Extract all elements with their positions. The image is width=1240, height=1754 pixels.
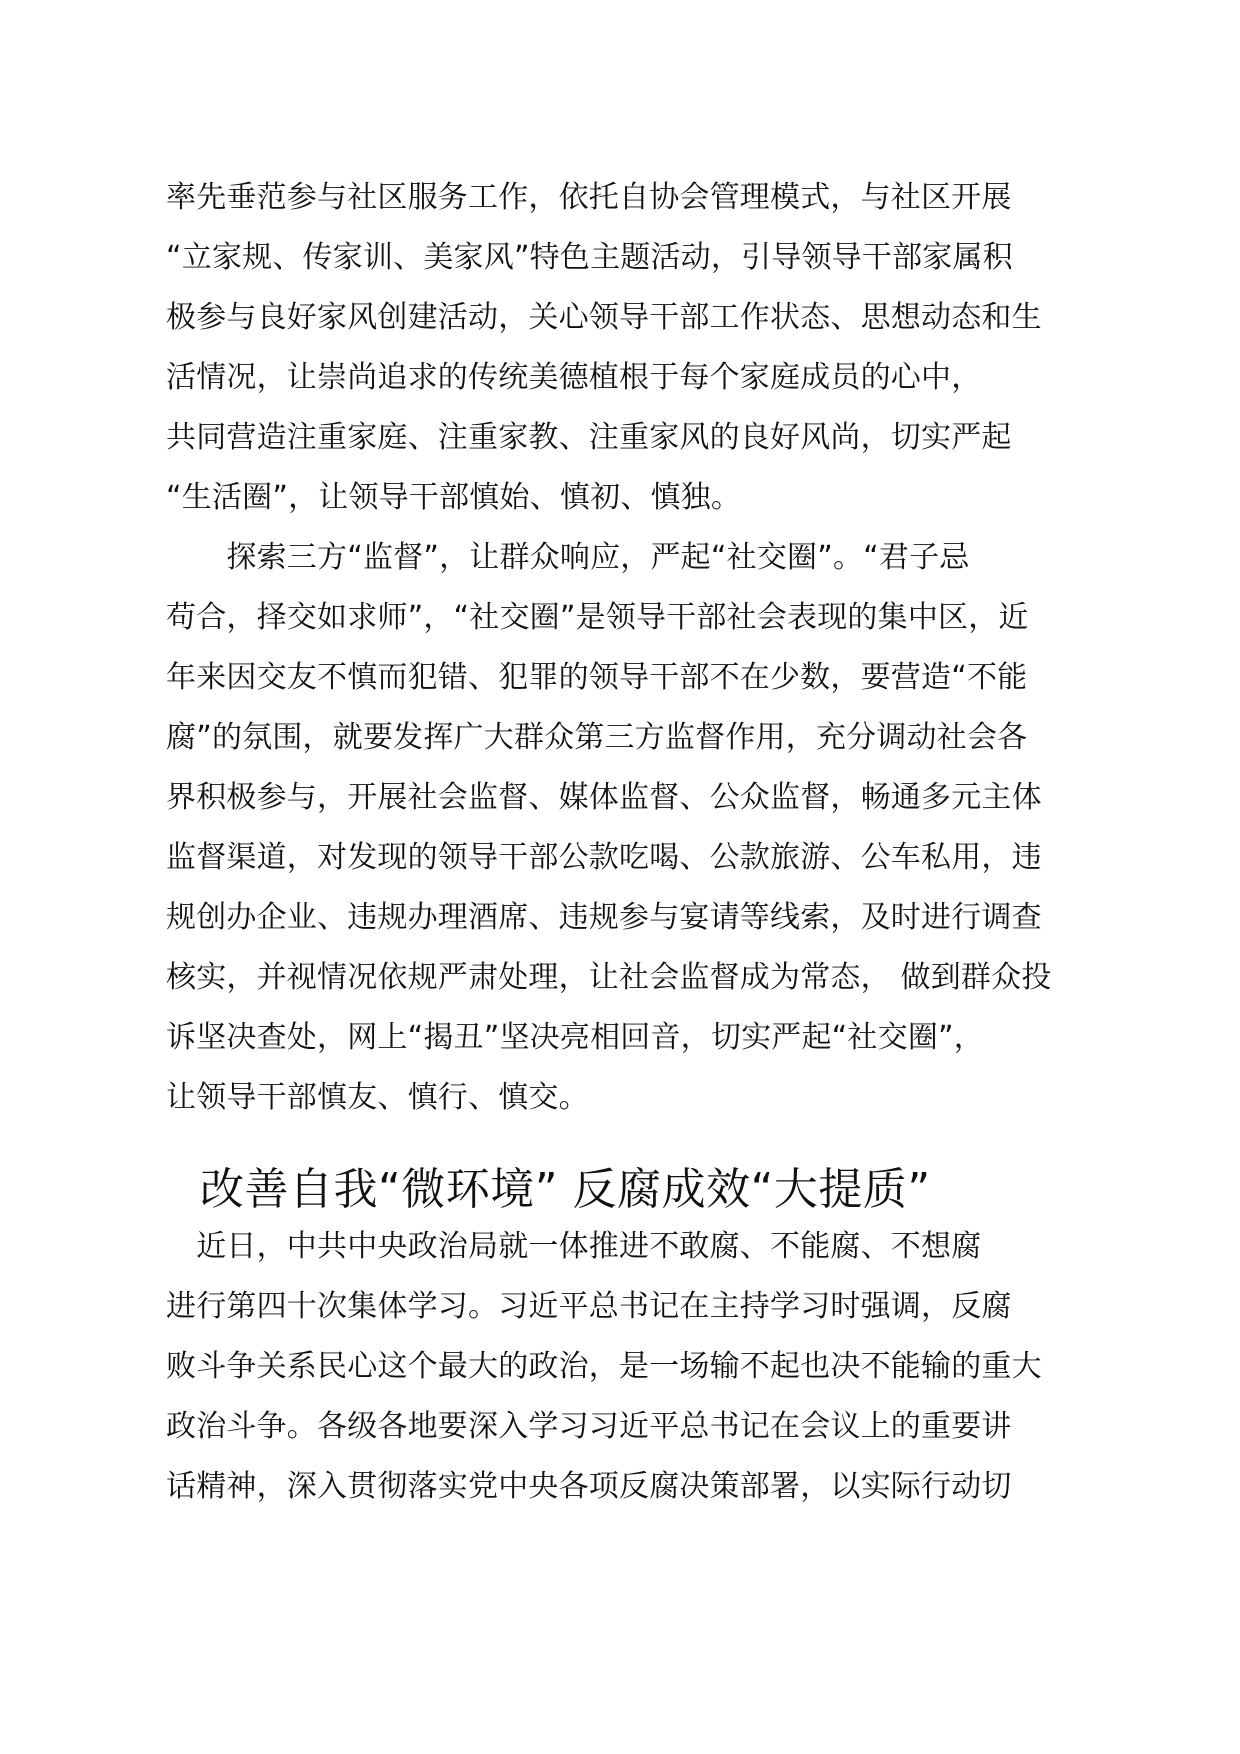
text-line: “立家规、传家训、美家风”特色主题活动，引导领导干部家属积 [166,240,1013,275]
text-line: 苟合，择交如求师”，“社交圈”是领导干部社会表现的集中区，近 [166,600,1029,635]
text-line: 败斗争关系民心这个最大的政治，是一场输不起也决不能输的重大 [166,1349,1042,1384]
text-line: 让领导干部慎友、慎行、慎交。 [166,1080,589,1115]
text-line: 活情况，让崇尚追求的传统美德植根于每个家庭成员的心中， [166,360,982,395]
text-line: 年来因交友不慎而犯错、犯罪的领导干部不在少数，要营造“不能 [166,660,1028,695]
text-line: 话精神，深入贯彻落实党中央各项反腐决策部署，以实际行动切 [166,1469,1012,1504]
text-line: 监督渠道，对发现的领导干部公款吃喝、公款旅游、公车私用，违 [166,840,1042,875]
text-line: 政治斗争。各级各地要深入学习习近平总书记在会议上的重要讲 [166,1409,1012,1444]
section-heading: 改善自我“微环境” 反腐成效“大提质” [200,1164,931,1215]
text-line: 近日，中共中央政治局就一体推进不敢腐、不能腐、不想腐 [166,1229,982,1264]
text-line: 探索三方“监督”，让群众响应，严起“社交圈”。“君子忌 [166,540,970,575]
paragraph-block-2 [166,1217,1101,1517]
text-line: 率先垂范参与社区服务工作，依托自协会管理模式，与社区开展 [166,180,1012,215]
text-line: 极参与良好家风创建活动，关心领导干部工作状态、思想动态和生 [166,300,1042,335]
text-line: 腐”的氛围，就要发挥广大群众第三方监督作用，充分调动社会各 [166,720,1028,755]
text-line: 共同营造注重家庭、注重家教、注重家风的良好风尚，切实严起 [166,420,1012,455]
text-line: “生活圈”，让领导干部慎始、慎初、慎独。 [166,480,742,515]
paragraph-block-1 [166,168,1101,1128]
text-line: 诉坚决查处，网上“揭丑”坚决亮相回音，切实严起“社交圈”， [166,1020,984,1055]
text-line: 规创办企业、违规办理酒席、违规参与宴请等线索，及时进行调查 [166,900,1042,935]
text-line: 进行第四十次集体学习。习近平总书记在主持学习时强调，反腐 [166,1289,1012,1324]
text-line: 核实，并视情况依规严肃处理，让社会监督成为常态， 做到群众投 [166,960,1052,995]
text-line: 界积极参与，开展社会监督、媒体监督、公众监督，畅通多元主体 [166,780,1042,815]
